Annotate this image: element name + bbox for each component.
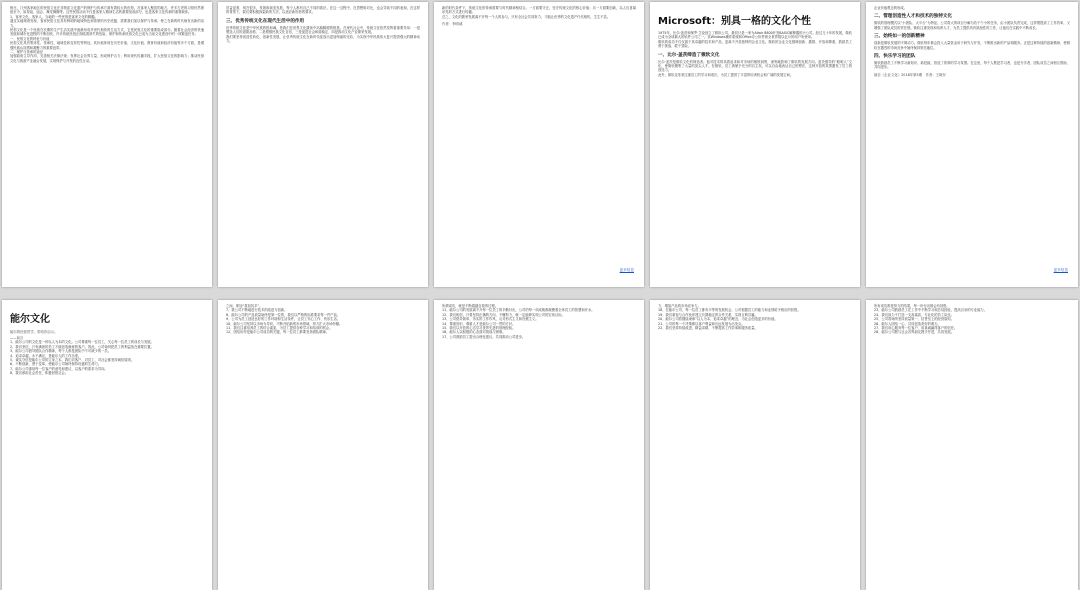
section-heading: 三、优秀传统文化在现代生活中的作用 (226, 18, 305, 24)
page-body-text: 23、能尔公司鼓励员工在工作中不断学习和总结经验，提高自身的专业能力。 24、我们致力于打造一支高素质、专业化的员工队伍。 25、公司将始终坚持质量第一、信誉至上的经营原则。 26、能尔人团结一心，共同创造美好的明天。 27、我们用心服务每一位客户，用真诚赢得客户的信任。 28、能尔公司愿与社会各界朋友携手并进，共同发展。 (874, 308, 987, 335)
document-page-5[interactable] (866, 2, 1078, 287)
section-heading-2: 二、管理创造性人才和技术的独特文化 (874, 14, 953, 20)
document-page-6[interactable] (2, 300, 212, 590)
page-body-text: 比尔·盖茨是微软文化的缔造者。他对技术的执着追求和对市场的敏锐洞察，深刻地影响了微软的发展方向。盖茨倡导的“聪明人”文化，使微软聚集了大量的顶尖人才。在微软，员工被赋予充分的自主权，可以自由地表达自己的想法，这种开放的氛围激发了员工的创造力。 此外，微软还非常注重员工的学习和成长，为员工提供了丰富的培训机会和广阔的发展空间。 (658, 59, 852, 77)
section-heading-4: 四、快乐学习的团队 (874, 54, 916, 60)
article-title: 能尔文化 (10, 314, 50, 325)
article-title: Microsoft：别具一格的文化个性 (658, 16, 812, 27)
page-top-text: 之间，即加“将加其多”。 (226, 304, 263, 308)
page-body-text: 优秀传统文化是中华民族的根和魂，是我们在世界文化激荡中站稳脚跟的根基。在现代社会中，传统文化依然发挥着重要作用：一是塑造人们的道德品格，二是增强民族文化自信，三是促进社会和谐稳定，四是推动文化产业繁荣发展。 我们要坚持创造性转化、创新性发展，让优秀传统文化在新时代绽放出更加绚丽的光彩，为实现中华民族伟大复兴提供强大的精神动力。 (226, 25, 420, 44)
page-body-text: 7、我公司不断地进行技术的改进与创新。 8、能尔公司的产品质量始终是第一位的，我们以严格的标准要求每一件产品。 9、公司为员工创造良好的工作环境和生活条件，让员工安心工作、快乐生活。 10、能尔公司坚持以市场为导向，不断开拓新的市场领域，努力扩大市场份额。 11、我们注重培养员工的综合素质，为员工提供各种学习和培训的机会。 12、团结协作是能尔公司成功的关键，每一位员工都要发扬团队精神。 (226, 308, 343, 335)
page-top-text: 力，增加产品的市场竞争力。 (658, 304, 701, 308)
page-body-text: 11、能尔公司的发展离不开每一位员工的辛勤付出，公司的每一项成就都凝聚着全体员工的智慧和汗水。 12、我们相信，只要坚持正确的方向，不懈努力，就一定能够实现公司的宏伟目标。 13、公司倡导简单、务实的工作作风，反对形式主义和官僚主义。 14、尊重知识、尊重人才是能尔公司一贯的方针。 15、我们以开放的心态学习世界先进的管理经验。 16、能尔人以积极的心态面对挑战与困难。 17、公司鼓励员工提出合理化建议，共同推动公司进步。 (442, 308, 595, 339)
section-body-3: 创新是微软发展的不竭动力。微软每年都会投入大量资金用于研究与开发，不断推出新的产品和服务。正是这种持续的创新精神，使微软在激烈的市场竞争中始终保持领先地位。 (874, 41, 1070, 50)
page-top-text: 效益显著，现在很多，发展和演变发展，每个人都有自己不同的看法。在这一过程中，在思想和对比，也会导致不同的表现。在这样的背景下，我们要积极探索新的方法，以适应新形势的要求。 (226, 6, 420, 15)
document-page-8[interactable] (434, 300, 644, 590)
section-body-4: 微软鼓励员工不断学习新知识、新技能，营造了浓厚的学习氛围。在这里，每个人既是学习者，也是分享者，团队成员之间相互帮助、共同进步。 (874, 61, 1070, 70)
section-body-2: 微软的管理模式以“小团队、大平台”为特征。公司将大的项目分解为若干个小的任务，由小团队负责完成，这样既提高了工作效率，又增强了团队成员的责任感。微软注重发现和培养人才，为员工提供具有挑战性的工作，让他们在实践中不断成长。 (874, 21, 1070, 30)
author-byline: 摘自《企业文化》2018年第5期 作者：王晓东 (874, 72, 946, 77)
page-body-text: 18、在能尔公司，每一位员工都有平等的发展机会，公司根据员工的能力和业绩给予相应的回报。 19、我们重视与合作伙伴建立长期稳定的合作关系，实现互利共赢。 20、能尔公司将继续秉承“以人为本、追求卓越”的理念，为社会创造更多的价值。 21、公司的每一个决策都以客户利益和长远发展为出发点。 22、我们坚持持续改进，精益求精，不断提高工作效率和服务质量。 (658, 308, 801, 331)
document-page-7[interactable] (218, 300, 428, 590)
page-top-text: 企业价值观念的形成。 (874, 6, 907, 10)
document-page-3[interactable] (434, 2, 644, 287)
document-page-9[interactable] (650, 300, 860, 590)
document-page-4[interactable] (650, 2, 860, 287)
section-heading: 一、比尔·盖茨缔造了微软文化 (658, 52, 720, 58)
page-body-text: 总之，文化的繁荣发展离不开每一个人的参与。只有全社会共同努力，才能让优秀的文化遗产代代相传，生生不息。 (442, 14, 611, 19)
author-byline: 作者：李明诚 (442, 22, 463, 27)
article-subtitle: 能尔的经营哲学，带给你启示。 (10, 330, 58, 334)
document-page-10[interactable] (866, 300, 1078, 590)
page-body-text: 民俗文化是一个民族在长期的生产生活实践中逐渐形成并世代相传的生活方式，它是民族文化的重要组成部分。随着社会经济的快速发展和城市化进程的不断加快，许多传统民俗正面临着消失的危险，保护和传承民俗文化已成为当前文化建设中的一项紧迫任务。 一、民俗文化的特征与价值 民俗文化具有集体性、传承性、地域性和变异性等特征。其价值体现在历史价值、文化价值、教育价值和经济价值等多个方面，是增强民族认同感和凝聚力的重要纽带。 二、保护与传承的途径 加强政府主导作用，完善相关法律法规；发挥社会各界力量，形成保护合力；利用现代传播手段，扩大民俗文化的影响力；推动民俗文化与旅游产业融合发展，实现保护与开发的良性互动。 (10, 28, 204, 63)
section-heading-3: 三、始终如一的创新精神 (874, 34, 925, 40)
more-info-link[interactable]: 更多信息 (1053, 268, 1068, 272)
document-page-2[interactable] (218, 2, 428, 287)
page-top-text: 所有成功都是努力的结果，每一份付出都会有回报。 (874, 304, 950, 308)
page-top-text: 相比，汀州客家地区的民俗文化在非物质文化遗产的保护与传承方面有着较大的优势。在客家人聚居的地方，许多古老的习俗仍然保留至今，如祭祖、庙会、舞龙舞狮等。这些民俗活动不仅是客家人精神生活的重要组成部分，也是客家文化传承的重要载体。 1、客家文化，客家人，当地的一些民俗是客家文化的精髓。 通过实地调查发现，客家民俗文化具有鲜明的地域特色和浓厚的历史底蕴，需要我们加以保护与传承，使之在新的时代焕发出新的活力。 (10, 6, 204, 28)
page-top-text: 新的时代条件下，传统文化的传承需要与时代精神相结合。一方面要守正，坚守传统文化的核心价值；另一方面要创新，以人们喜闻乐见的方式进行传播。 (442, 6, 636, 15)
more-info-link[interactable]: 更多信息 (619, 268, 634, 272)
article-intro-text: 1975年，比尔·盖茨和保罗·艾伦创立了微软公司，最初只是一家为Altair 8800开发BASIC解释器的小公司。经过几十年的发展，微软已成为全球最大的软件公司之一，其Windows操作系统和Office办公软件被全世界数以亿计的用户所使用。 微软的成功不仅仅源于其卓越的技术和产品，更离不开其独特的企业文化。微软的企业文化强调创新、激情、开放和尊重，鼓励员工勇于挑战、敢于冒险。 (658, 31, 852, 49)
page-top-text: 所谓成功，就是不断超越自我的过程。 (442, 304, 499, 308)
page-body-text: ——前言 1、能尔公司的文化是一种以人为本的文化。公司尊重每一位员工，关心每一位员工的成长与发展。 2、我们坚信，只有满意的员工才能创造满意的客户。因此，公司始终把员工的利益放在重要位置。 3、能尔公司倡导团队合作精神，每个人都是团队中不可缺少的一员。 4、追求卓越，永不满足，是能尔人的工作态度。 5、诚实守信是能尔公司的立身之本，我们对客户、对员工、对社会都坚持诚信原则。 6、不断创新，勇于变革，使能尔公司始终保持旺盛的生命力。 7、能尔公司重视每一位客户的意见和建议，以客户的需求为导向。 8、我们承担社会责任，积极回报社会。 (10, 336, 154, 376)
document-page-1[interactable] (2, 2, 212, 287)
